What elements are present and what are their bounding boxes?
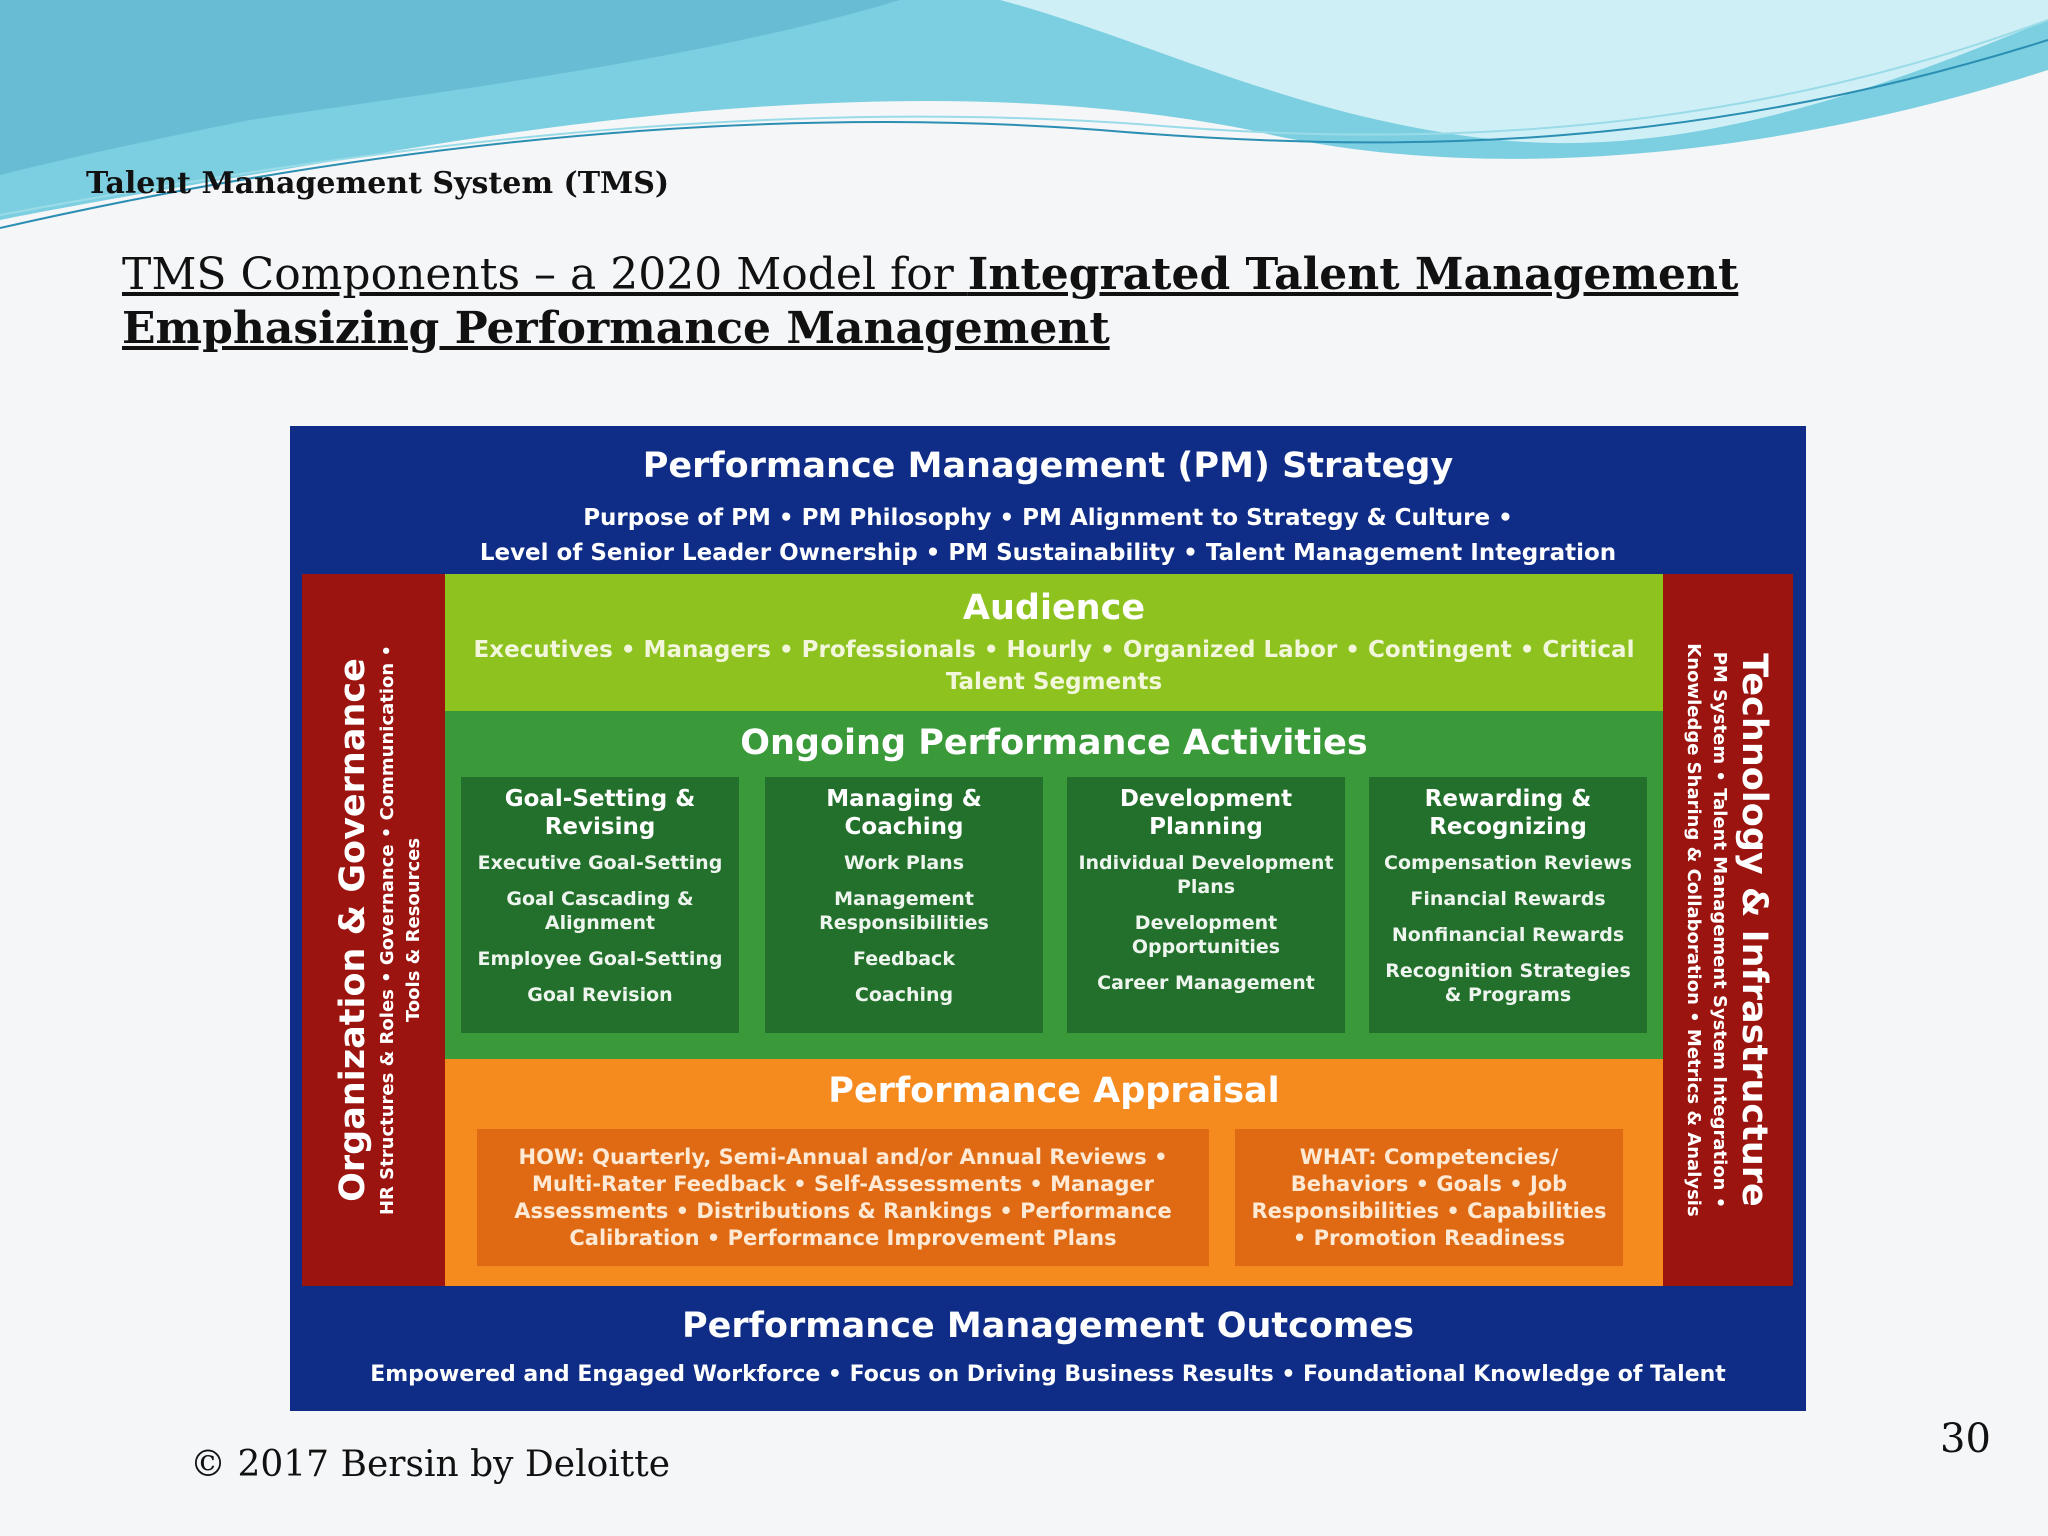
pm-model-diagram (290, 426, 1806, 1411)
org-governance-line-1: HR Structures & Roles • Governance • Communication • (376, 644, 398, 1216)
activity-box-goal-setting (461, 777, 739, 1033)
activity-item: Employee Goal-Setting (477, 948, 723, 970)
activity-item: Career Management (1097, 972, 1315, 994)
activity-box-title: Development Planning (1119, 786, 1293, 840)
activity-item: Nonfinancial Rewards (1391, 924, 1625, 946)
activity-box-managing-coaching (765, 777, 1043, 1033)
appraisal-what-text: WHAT: Competencies/ Behaviors • Goals • Job Responsibilities • Capabilities • Promotion Readiness (1251, 1144, 1607, 1250)
technology-title: Technology & Infrastructure (1734, 653, 1774, 1207)
performance-appraisal-band (445, 1059, 1663, 1286)
page-number: 30 (1940, 1416, 1991, 1462)
activity-item: Goal Revision (527, 984, 673, 1006)
appraisal-what-box (1235, 1129, 1623, 1266)
outcomes-description: Empowered and Engaged Workforce • Focus on Driving Business Results • Foundational Knowledge of Talent (370, 1362, 1726, 1387)
activity-item: Financial Rewards (1410, 888, 1606, 910)
slide-title (122, 248, 1862, 356)
activity-item: Management Responsibilities (819, 888, 989, 934)
audience-description: Executives • Managers • Professionals • Hourly • Organized Labor • Contingent • Critical Talent Segments (473, 637, 1635, 695)
activity-item: Development Opportunities (1131, 912, 1281, 958)
activity-item: Individual Development Plans (1078, 852, 1334, 898)
activity-item: Executive Goal-Setting (477, 852, 723, 874)
copyright-footer: © 2017 Bersin by Deloitte (190, 1444, 671, 1485)
ongoing-title: Ongoing Performance Activities (740, 723, 1368, 763)
activity-item: Recognition Strategies & Programs (1385, 960, 1631, 1006)
appraisal-how-box (477, 1129, 1209, 1266)
activity-box-rewarding (1369, 777, 1647, 1033)
slide-title-normal: TMS Components – a 2020 Model for (122, 249, 968, 300)
technology-pillar (1663, 574, 1793, 1286)
outcomes-title: Performance Management Outcomes (682, 1306, 1414, 1346)
ongoing-activities-band (445, 711, 1663, 1059)
activity-box-title: Goal-Setting & Revising (504, 786, 696, 840)
pm-outcomes-band (290, 1286, 1806, 1411)
pm-strategy-title: Performance Management (PM) Strategy (642, 446, 1454, 486)
appraisal-title: Performance Appraisal (828, 1071, 1280, 1111)
technology-line-1: PM System • Talent Management System Integration • (1709, 651, 1730, 1209)
technology-line-2: Knowledge Sharing & Collaboration • Metrics & Analysis (1683, 643, 1704, 1217)
org-governance-title: Organization & Governance (332, 658, 373, 1202)
slide-title-bold: Integrated Talent Management Emphasizing Performance Management (122, 249, 1739, 354)
audience-band (445, 574, 1663, 711)
pm-strategy-line-2: Level of Senior Leader Ownership • PM Sustainability • Talent Management Integration (479, 540, 1617, 566)
header-wave-decoration (0, 0, 2048, 240)
org-governance-pillar (302, 574, 455, 1286)
audience-title: Audience (962, 588, 1146, 628)
activity-item: Coaching (854, 984, 954, 1006)
pm-strategy-line-1: Purpose of PM • PM Philosophy • PM Alignment to Strategy & Culture • (583, 505, 1513, 531)
header-title: Talent Management System (TMS) (86, 166, 670, 201)
appraisal-how-text: HOW: Quarterly, Semi-Annual and/or Annual Reviews • Multi-Rater Feedback • Self-Assessments • Manager Assessments • Distributions & Rankings • Performance Calibration • Performance Improvement Plans (514, 1144, 1172, 1250)
pm-strategy-band (290, 426, 1806, 574)
activity-box-development-planning (1067, 777, 1345, 1033)
org-governance-line-2: Tools & Resources (402, 837, 424, 1023)
activity-item: Work Plans (843, 852, 965, 874)
activity-box-title: Managing & Coaching (826, 786, 982, 840)
activity-item: Feedback (853, 948, 955, 970)
activity-box-title: Rewarding & Recognizing (1424, 786, 1592, 840)
activity-item: Goal Cascading & Alignment (506, 888, 694, 934)
activity-item: Compensation Reviews (1384, 852, 1632, 874)
